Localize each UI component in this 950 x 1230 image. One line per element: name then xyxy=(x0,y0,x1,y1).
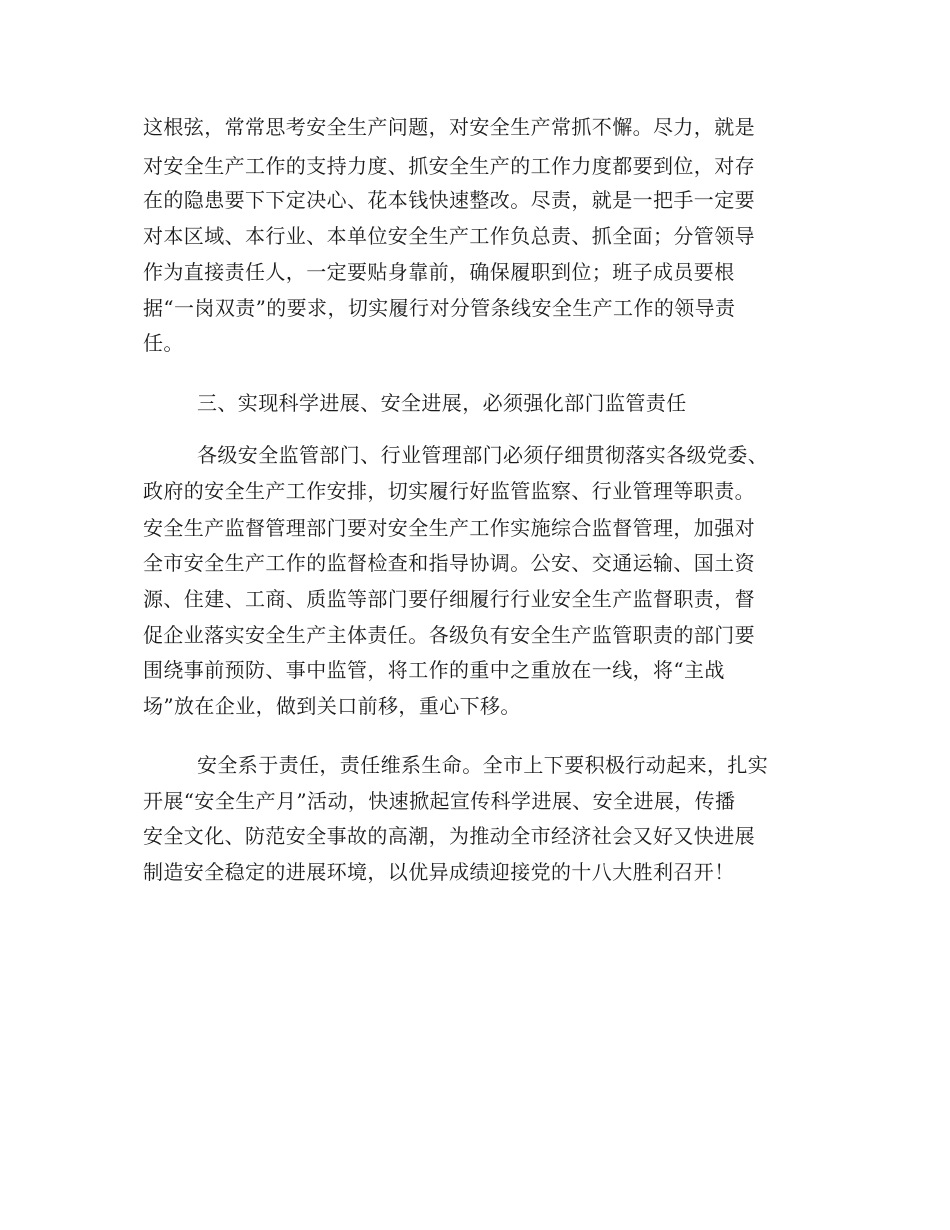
paragraph-line: 在的隐患要下下定决心、花本钱快速整改。尽责，就是一把手一定要 xyxy=(143,188,755,212)
paragraph-line: 全市安全生产工作的监督检查和指导协调。公安、交通运输、国土资 xyxy=(143,551,755,575)
paragraph-line: 开展“安全生产月”活动，快速掀起宣传科学进展、安全进展，传播 xyxy=(143,789,736,813)
section-heading: 三、实现科学进展、安全进展，必须强化部门监管责任 xyxy=(197,391,687,415)
paragraph-line: 各级安全监管部门、行业管理部门必须仔细贯彻落实各级党委、 xyxy=(197,443,769,467)
paragraph-line: 源、住建、工商、质监等部门要仔细履行行业安全生产监督职责，督 xyxy=(143,587,755,611)
paragraph-line: 任。 xyxy=(143,331,184,355)
paragraph-line: 安全系于责任，责任维系生命。全市上下要积极行动起来，扎实 xyxy=(197,753,769,777)
paragraph-line: 政府的安全生产工作安排，切实履行好监管监察、行业管理等职责。 xyxy=(143,479,755,503)
paragraph-line: 场”放在企业，做到关口前移，重心下移。 xyxy=(143,694,521,718)
paragraph-line: 作为直接责任人，一定要贴身靠前，确保履职到位；班子成员要根 xyxy=(143,260,735,284)
paragraph-line: 促企业落实安全生产主体责任。各级负有安全生产监管职责的部门要 xyxy=(143,623,755,647)
paragraph-line: 对安全生产工作的支持力度、抓安全生产的工作力度都要到位，对存 xyxy=(143,154,755,178)
paragraph-line: 制造安全稳定的进展环境，以优异成绩迎接党的十八大胜利召开！ xyxy=(143,860,735,884)
paragraph-line: 据“一岗双责”的要求，切实履行对分管条线安全生产工作的领导责 xyxy=(143,296,736,320)
paragraph-line: 安全生产监督管理部门要对安全生产工作实施综合监督管理，加强对 xyxy=(143,516,755,540)
paragraph-line: 对本区域、本行业、本单位安全生产工作负总责、抓全面；分管领导 xyxy=(143,224,755,248)
paragraph-line: 这根弦，常常思考安全生产问题，对安全生产常抓不懈。尽力，就是 xyxy=(143,115,755,139)
paragraph-line: 围绕事前预防、事中监管，将工作的重中之重放在一线，将“主战 xyxy=(143,658,725,682)
paragraph-line: 安全文化、防范安全事故的高潮，为推动全市经济社会又好又快进展 xyxy=(143,824,755,848)
